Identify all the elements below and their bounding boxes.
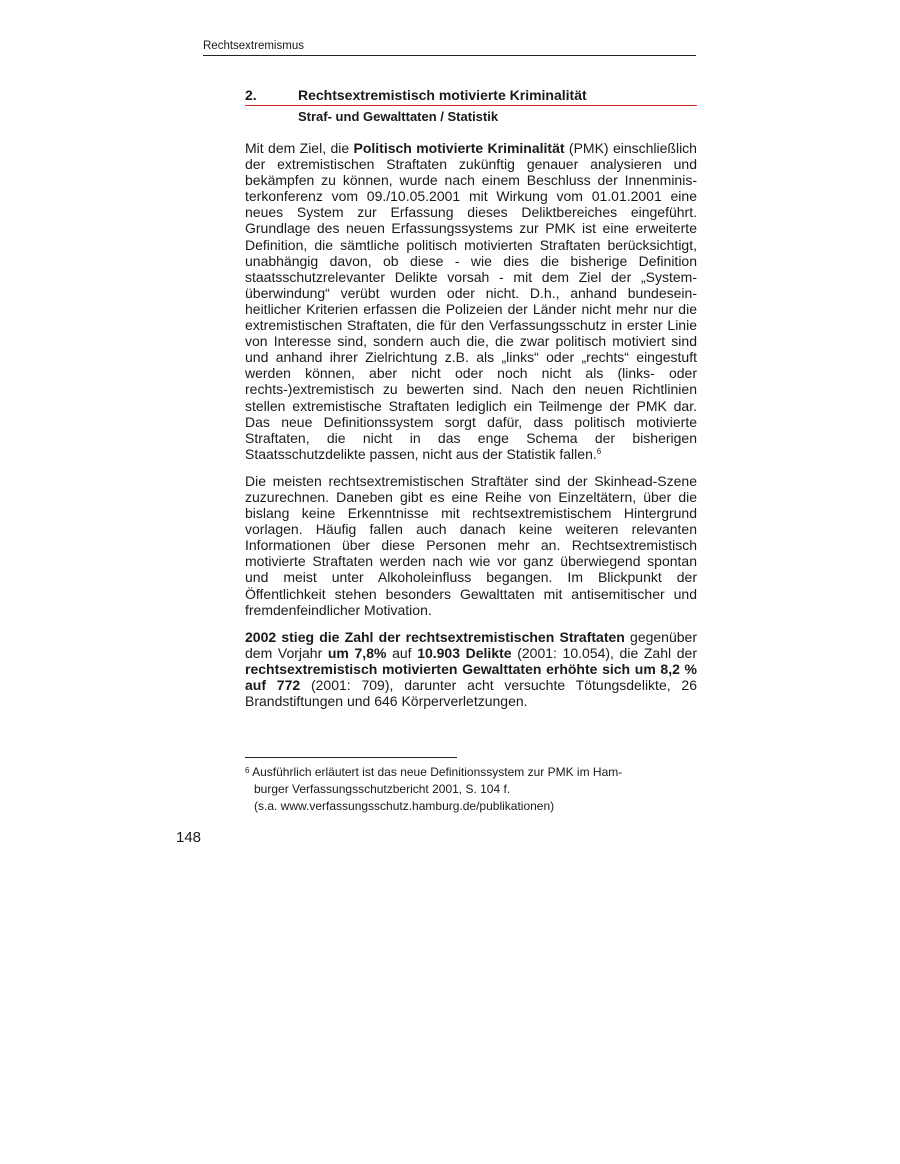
- p1-text-a: Mit dem Ziel, die: [245, 140, 354, 156]
- footnote-marker: 6: [245, 766, 250, 775]
- running-header: [203, 40, 696, 56]
- paragraph-offenders: Die meisten rechtsextremistischen Straftäter sind der Skinhead-Szene zuzurechnen. Daneben gibt es eine Reihe von Einzeltätern, über die bislang keine Erkenntnisse mit rechtsextremistischem Hintergrund vorlagen. Häufig fallen auch danach keine weiteren relevanten Informationen über diese Personen mehr an. Rechtsextremistisch motivierte Straftaten werden nach wie vor ganz überwiegend spontan und meist unter Alkoholeinfluss begangen. Im Blickpunkt der Öffentlichkeit stehen besonders Gewalttaten mit antisemitischer und fremdenfeindlicher Motivation.: [245, 472, 697, 618]
- footnote: [245, 764, 697, 815]
- paragraph-pmk-definition: [245, 140, 697, 462]
- p3-text-4: auf: [386, 644, 418, 661]
- footnote-divider: [245, 757, 457, 758]
- page-number: 148: [176, 829, 202, 846]
- p3-bold-7: rechtsextremistisch motivierten Gewalttaten erhöhte sich um 8,2 % auf 772: [245, 660, 697, 693]
- footnote-line-2: burger Verfassungsschutzbericht 2001, S. 104 f.: [254, 782, 511, 796]
- p3-bold-5: 10.903 Delikte: [417, 644, 512, 661]
- section-title: Rechtsextremistisch motivierte Kriminalität: [298, 87, 587, 103]
- section-subtitle: Straf- und Gewalttaten / Statistik: [298, 109, 499, 124]
- p3-text-6: (2001: 10.054), die Zahl der: [511, 644, 697, 661]
- footnote-line-1: [245, 764, 697, 781]
- section-heading: [245, 86, 697, 106]
- running-header-title: Rechtsextremismus: [203, 40, 304, 52]
- body-text: [245, 140, 697, 720]
- paragraph-statistics: [245, 629, 697, 709]
- footnote-text-1: Ausführlich erläutert ist das neue Definitionssystem zur PMK im Ham-: [249, 765, 623, 779]
- p1-bold-pmk: Politisch motivierte Kriminalität: [353, 140, 565, 156]
- p3-text-8: (2001: 709), darunter acht versuchte Tötungsdelikte, 26 Brandstiftungen und 646 Körperverletzungen.: [245, 677, 697, 710]
- footnote-line-3: (s.a. www.verfassungsschutz.hamburg.de/publikationen): [254, 799, 555, 813]
- p3-text-2: gegenüber dem Vorjahr: [245, 628, 697, 661]
- footnote-reference[interactable]: 6: [596, 446, 602, 456]
- p1-text-c: (PMK) einschließlich der extremistischen Straftaten zukünftig genauer analysieren und bekämpfen zu können, wurde nach einem Beschluss der Innenministerkonferenz vom 09./10.05.2001 mit Wirkung vom 01.01.2001 eine neues System zur Erfassung dieses Deliktbereiches eingeführt. Grundlage des neuen Erfassungssystems zur PMK ist eine erweiterte Definition, die sämtliche politisch motivierten Straftaten berücksichtigt, unabhängig davon, ob diese - wie dies die bisherige Definition staatsschutzrelevanter Delikte vorsah - mit dem Ziel der „Systemüberwindung“ verübt wurden oder nicht. D.h., anhand bundeseinheitlicher Kriterien erfassen die Polizeien der Länder nicht mehr nur die extremistischen Straftaten, die für den Verfassungsschutz in erster Linie von Interesse sind, sondern auch die, die zwar politisch motiviert sind und anhand ihrer Zielrichtung z.B. als „links“ oder „rechts“ eingestuft werden können, aber nicht oder noch nicht als (links- oder rechts-)extremistisch zu bewerten sind. Nach den neuen Richtlinien stellen extremistische Straftaten lediglich ein Teilmenge der PMK dar. Das neue Definitionssystem sorgt dafür, dass politisch motivierte Straftaten, die nicht in das enge Schema der bisherigen Staatsschutzdelikte passen, nicht aus der Statistik fallen.: [245, 140, 697, 462]
- p3-bold-1: 2002 stieg die Zahl der rechtsextremistischen Straftaten: [245, 628, 625, 645]
- section-number: 2.: [245, 87, 257, 103]
- p3-bold-3: um 7,8%: [327, 644, 387, 661]
